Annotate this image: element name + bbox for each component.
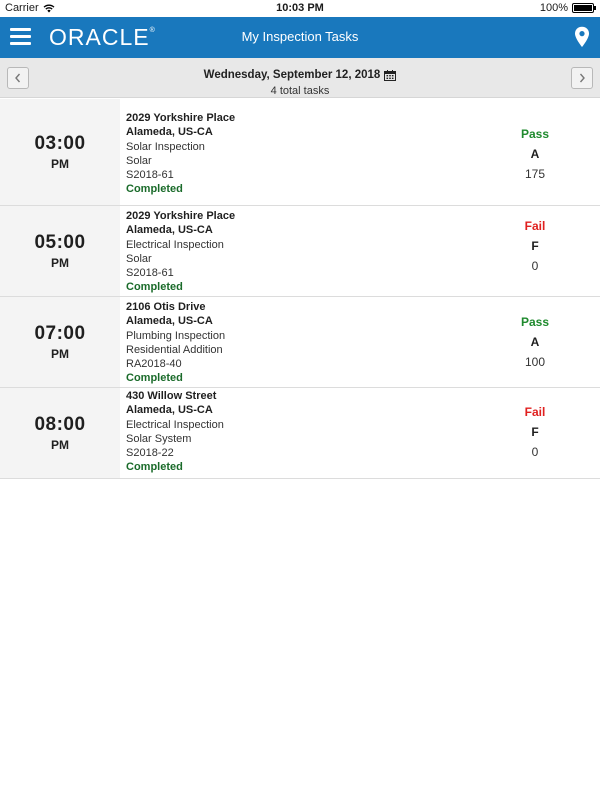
chevron-right-icon <box>578 73 586 83</box>
result-grade: F <box>531 239 539 253</box>
task-work-type: Solar <box>126 154 152 167</box>
task-status: Completed <box>126 183 183 196</box>
task-address: 2029 Yorkshire Place <box>126 112 236 124</box>
task-inspection-type: Electrical Inspection <box>126 238 224 251</box>
page-title: My Inspection Tasks <box>241 29 359 44</box>
task-row[interactable] <box>0 99 600 206</box>
result-score: 175 <box>524 167 546 181</box>
carrier-label: Carrier <box>5 2 39 14</box>
result-grade: A <box>530 335 540 349</box>
result-score: 100 <box>524 355 546 369</box>
result-grade: A <box>530 147 540 161</box>
calendar-icon[interactable] <box>384 70 396 81</box>
result-score: 0 <box>531 259 539 273</box>
task-details <box>126 300 225 386</box>
task-city: Alameda, US-CA <box>126 224 213 237</box>
task-record-number: S2018-61 <box>126 169 174 182</box>
task-record-number: S2018-22 <box>126 447 174 460</box>
task-result <box>490 405 580 459</box>
task-ampm: PM <box>51 438 69 452</box>
task-ampm: PM <box>51 256 69 270</box>
task-status: Completed <box>126 281 183 294</box>
task-details <box>126 389 224 475</box>
map-pin-icon[interactable] <box>574 26 590 48</box>
task-city: Alameda, US-CA <box>126 404 213 417</box>
task-time: 05:00 <box>34 232 86 253</box>
task-result <box>490 315 580 369</box>
result-grade: F <box>531 425 539 439</box>
task-city: Alameda, US-CA <box>126 315 213 328</box>
task-inspection-type: Solar Inspection <box>126 140 205 153</box>
task-time-column <box>0 99 120 205</box>
task-address: 2029 Yorkshire Place <box>126 210 236 222</box>
task-status: Completed <box>126 372 183 385</box>
result-label: Fail <box>524 219 546 233</box>
task-record-number: RA2018-40 <box>126 358 182 371</box>
battery-percent: 100% <box>539 2 568 14</box>
app-header <box>0 17 600 58</box>
selected-date[interactable]: Wednesday, September 12, 2018 <box>203 69 381 81</box>
next-day-button[interactable] <box>571 67 593 89</box>
task-work-type: Residential Addition <box>126 343 223 356</box>
oracle-logo: ORACLE® <box>49 24 156 50</box>
task-inspection-type: Electrical Inspection <box>126 418 224 431</box>
battery-icon <box>572 3 594 13</box>
task-row[interactable] <box>0 388 600 479</box>
task-row[interactable] <box>0 206 600 297</box>
task-list <box>0 99 600 479</box>
status-time: 10:03 PM <box>276 2 324 14</box>
task-result <box>490 219 580 273</box>
status-bar <box>0 0 600 17</box>
task-time: 08:00 <box>34 414 86 435</box>
task-work-type: Solar <box>126 252 152 265</box>
task-result <box>490 127 580 181</box>
task-time-column <box>0 297 120 387</box>
task-details <box>126 209 235 295</box>
task-address: 2106 Otis Drive <box>126 301 206 313</box>
task-work-type: Solar System <box>126 432 192 445</box>
task-time-column <box>0 206 120 296</box>
result-label: Pass <box>520 315 550 329</box>
task-city: Alameda, US-CA <box>126 126 213 139</box>
task-record-number: S2018-61 <box>126 267 174 280</box>
date-navigation-bar <box>0 58 600 98</box>
result-label: Fail <box>524 405 546 419</box>
task-status: Completed <box>126 461 183 474</box>
task-time: 07:00 <box>34 323 86 344</box>
task-details <box>126 111 235 197</box>
result-score: 0 <box>531 445 539 459</box>
task-inspection-type: Plumbing Inspection <box>126 329 226 342</box>
task-address: 430 Willow Street <box>126 390 217 402</box>
result-label: Pass <box>520 127 550 141</box>
task-count: 4 total tasks <box>270 85 330 97</box>
task-ampm: PM <box>51 347 69 361</box>
task-time-column <box>0 388 120 478</box>
task-time: 03:00 <box>34 133 86 154</box>
task-row[interactable] <box>0 297 600 388</box>
task-ampm: PM <box>51 157 69 171</box>
